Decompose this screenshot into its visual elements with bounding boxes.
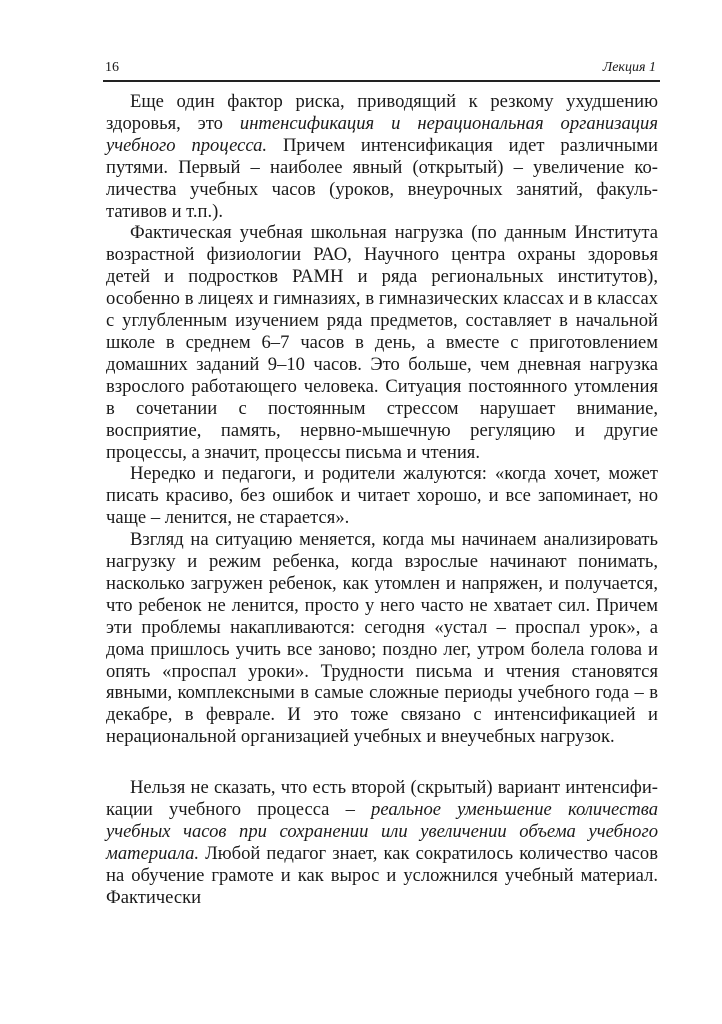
text-run: Нередко и педагоги, и родители жалуются: «когда хочет, может писать красиво, без ошибок и читает хорошо, и все запоминает, но чаще – ленится, не старается». [106, 463, 658, 529]
text-run: Взгляд на ситуацию меняется, когда мы начинаем анализировать нагрузку и режим ребенка, когда взрослые начинают понимать, насколько загружен ребенок, как утомлен и напряжен, и получается, что ребенок не ленится, просто у него часто не хватает сил. Причем эти проблемы накапливаются: сегодня «устал – проспал урок», а дома пришлось учить все заново; поздно лег, утром болела голова и опять «проспал уроки». Трудности письма и чтения становятся явными, комплексными в самые сложные периоды учебного года – в декабре, в феврале. И это тоже связано с интенсификацией и нерациональной организацией учебных и внеучебных нагрузок. [106, 529, 658, 748]
text-run: Еще один фактор риска, приводящий к резкому ухудшению здоровья, это [106, 91, 658, 134]
text-run: Любой педагог знает, как сократилось количество часов на обучение грамоте и как вырос и усложнился учебный материал. Фактически [106, 842, 658, 908]
body-text [106, 91, 658, 909]
paragraph-1 [106, 91, 658, 222]
text-run: Нельзя не сказать, что есть второй (скрытый) вариант интенсификации учебного процесса – [106, 777, 658, 821]
text-run: Фактическая учебная школьная нагрузка (по данным Института возрастной физиологии РАО, Научного центра охраны здоровья детей и подростков РАМН и ряда региональных институтов), особенно в лицеях и гимназиях, в гимназических классах и в классах с углубленным изучением ряда предметов, составляет в начальной школе в среднем 6–7 часов в день, а вместе с приготовлением домашних заданий 9–10 часов. Это больше, чем дневная нагрузка взрослого работающего человека. Ситуация постоянного утомления в сочетании с постоянным стрессом нарушает внимание, восприятие, память, нервно-мышечную регуляцию и другие процессы, а значит, процессы письма и чтения. [106, 222, 658, 463]
paragraph-2 [106, 222, 658, 463]
page-number: 16 [105, 60, 119, 75]
emphasis-text: интенсификация и нерациональная организация учебного процесса. [106, 112, 658, 156]
paragraph-5 [106, 777, 658, 908]
text-run: Причем интенсификация идет различными путями. Первый – наиболее явный (открытый) – увеличение количества учебных часов (уроков, внеурочных занятий, факультативов и т.п.). [106, 134, 658, 222]
emphasis-text: реальное уменьшение количества учебных часов при сохранении или увеличении объема учебного материала. [106, 799, 658, 864]
paragraph-3 [106, 463, 658, 529]
paragraph-4 [106, 529, 658, 748]
page-header [103, 58, 660, 82]
running-head: Лекция 1 [602, 60, 656, 75]
